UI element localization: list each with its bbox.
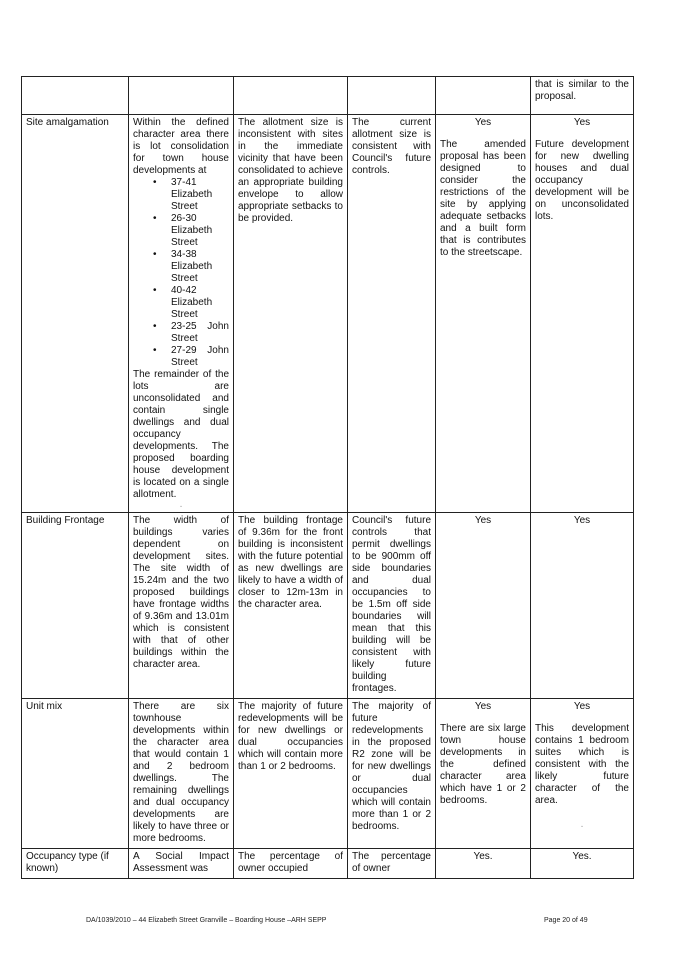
site-list <box>133 177 229 369</box>
list-item: • 23-25 John Street <box>153 321 229 345</box>
impact-cell: The majority of future redevelopments will be for new dwellings or dual occupancies which will contain more than 1 or 2 bedrooms. <box>234 699 348 849</box>
cell-text: Future development for new dwelling houses and dual occupancy development will be on unconsolidated lots. <box>535 139 629 222</box>
compliance-cell <box>531 699 634 849</box>
compliance-cell: Yes <box>436 513 531 699</box>
future-character-cell: The percentage of owner <box>348 849 436 879</box>
list-item: • 40-42 Elizabeth Street <box>153 285 229 321</box>
answer: Yes <box>573 701 591 712</box>
compliance-cell <box>436 115 531 513</box>
mark-dot: . <box>179 499 183 510</box>
list-item: • 34-38 Elizabeth Street <box>153 249 229 285</box>
compliance-cell: Yes. <box>436 849 531 879</box>
compliance-cell: Yes. <box>531 849 634 879</box>
table-cell <box>348 77 436 115</box>
criteria-cell: Building Frontage <box>22 513 129 699</box>
existing-character-cell <box>129 115 234 513</box>
cell-text: There are six large town house developments in the defined character area which have 1 or 2 bedrooms. <box>440 723 526 806</box>
impact-cell: The allotment size is inconsistent with sites in the immediate vicinity that have been consolidated to achieve an appropriate building envelope to allow appropriate setbacks to be provided. <box>234 115 348 513</box>
future-character-cell: The majority of future redevelopments in the proposed R2 zone will be for new dwellings or dual occupancies which will contain more than 1 or 2 bedrooms. <box>348 699 436 849</box>
list-item: • 26-30 Elizabeth Street <box>153 213 229 249</box>
answer: Yes <box>474 701 492 712</box>
criteria-cell: Unit mix <box>22 699 129 849</box>
table-row <box>22 115 634 513</box>
future-character-cell: The current allotment size is consistent with Council's future controls. <box>348 115 436 513</box>
existing-character-cell: A Social Impact Assessment was <box>129 849 234 879</box>
criteria-cell: Occupancy type (if known) <box>22 849 129 879</box>
table-cell <box>436 77 531 115</box>
compliance-cell <box>436 699 531 849</box>
table-row <box>22 77 634 115</box>
compliance-cell <box>531 115 634 513</box>
table-row <box>22 699 634 849</box>
mark-dot: . <box>580 819 584 830</box>
cell-text: The amended proposal has been designed to consider the restrictions of the site by applying adequate setbacks and a built form that is contributes to the streetscape. <box>440 139 526 258</box>
assessment-table <box>21 76 634 879</box>
impact-cell: The percentage of owner occupied <box>234 849 348 879</box>
list-item: • 37-41 Elizabeth Street <box>153 177 229 213</box>
existing-character-cell: The width of buildings varies dependent on development sites. The site width of 15.24m and the two proposed buildings have frontage widths of 9.36m and 13.01m which is consistent with that of other buildings within the character area. <box>129 513 234 699</box>
answer: Yes <box>474 117 492 128</box>
table-row <box>22 849 634 879</box>
footer-reference: DA/1039/2010 – 44 Elizabeth Street Granville – Boarding House –ARH SEPP <box>86 917 327 924</box>
list-item: • 27-29 John Street <box>153 345 229 369</box>
cell-text: This development contains 1 bedroom suites which is consistent with the likely future character of the area. <box>535 723 629 806</box>
existing-character-cell: There are six townhouse developments within the character area that would contain 1 and 2 bedroom dwellings. The remaining dwellings and dual occupancy developments are likely to have three or more bedrooms. <box>129 699 234 849</box>
compliance-cell: Yes <box>531 513 634 699</box>
table-cell <box>234 77 348 115</box>
criteria-cell: Site amalgamation <box>22 115 129 513</box>
future-character-cell: Council's future controls that permit dwellings to be 900mm off side boundaries and dual occupancies to be 1.5m off side boundaries will mean that this building will be consistent with likely future building frontages. <box>348 513 436 699</box>
table-cell: that is similar to the proposal. <box>531 77 634 115</box>
answer: Yes <box>573 117 591 128</box>
table-cell <box>22 77 129 115</box>
page-number: Page 20 of 49 <box>544 917 588 924</box>
impact-cell: The building frontage of 9.36m for the front building is inconsistent with the future potential as new dwellings are likely to have a width of closer to 12m-13m in the character area. <box>234 513 348 699</box>
cell-text: Within the defined character area there is lot consolidation for town house developments at <box>133 117 229 176</box>
table-row <box>22 513 634 699</box>
table-cell <box>129 77 234 115</box>
cell-text: The remainder of the lots are unconsolidated and contain single dwellings and dual occupancy developments. The proposed boarding house development is located on a single allotment. <box>133 369 229 500</box>
